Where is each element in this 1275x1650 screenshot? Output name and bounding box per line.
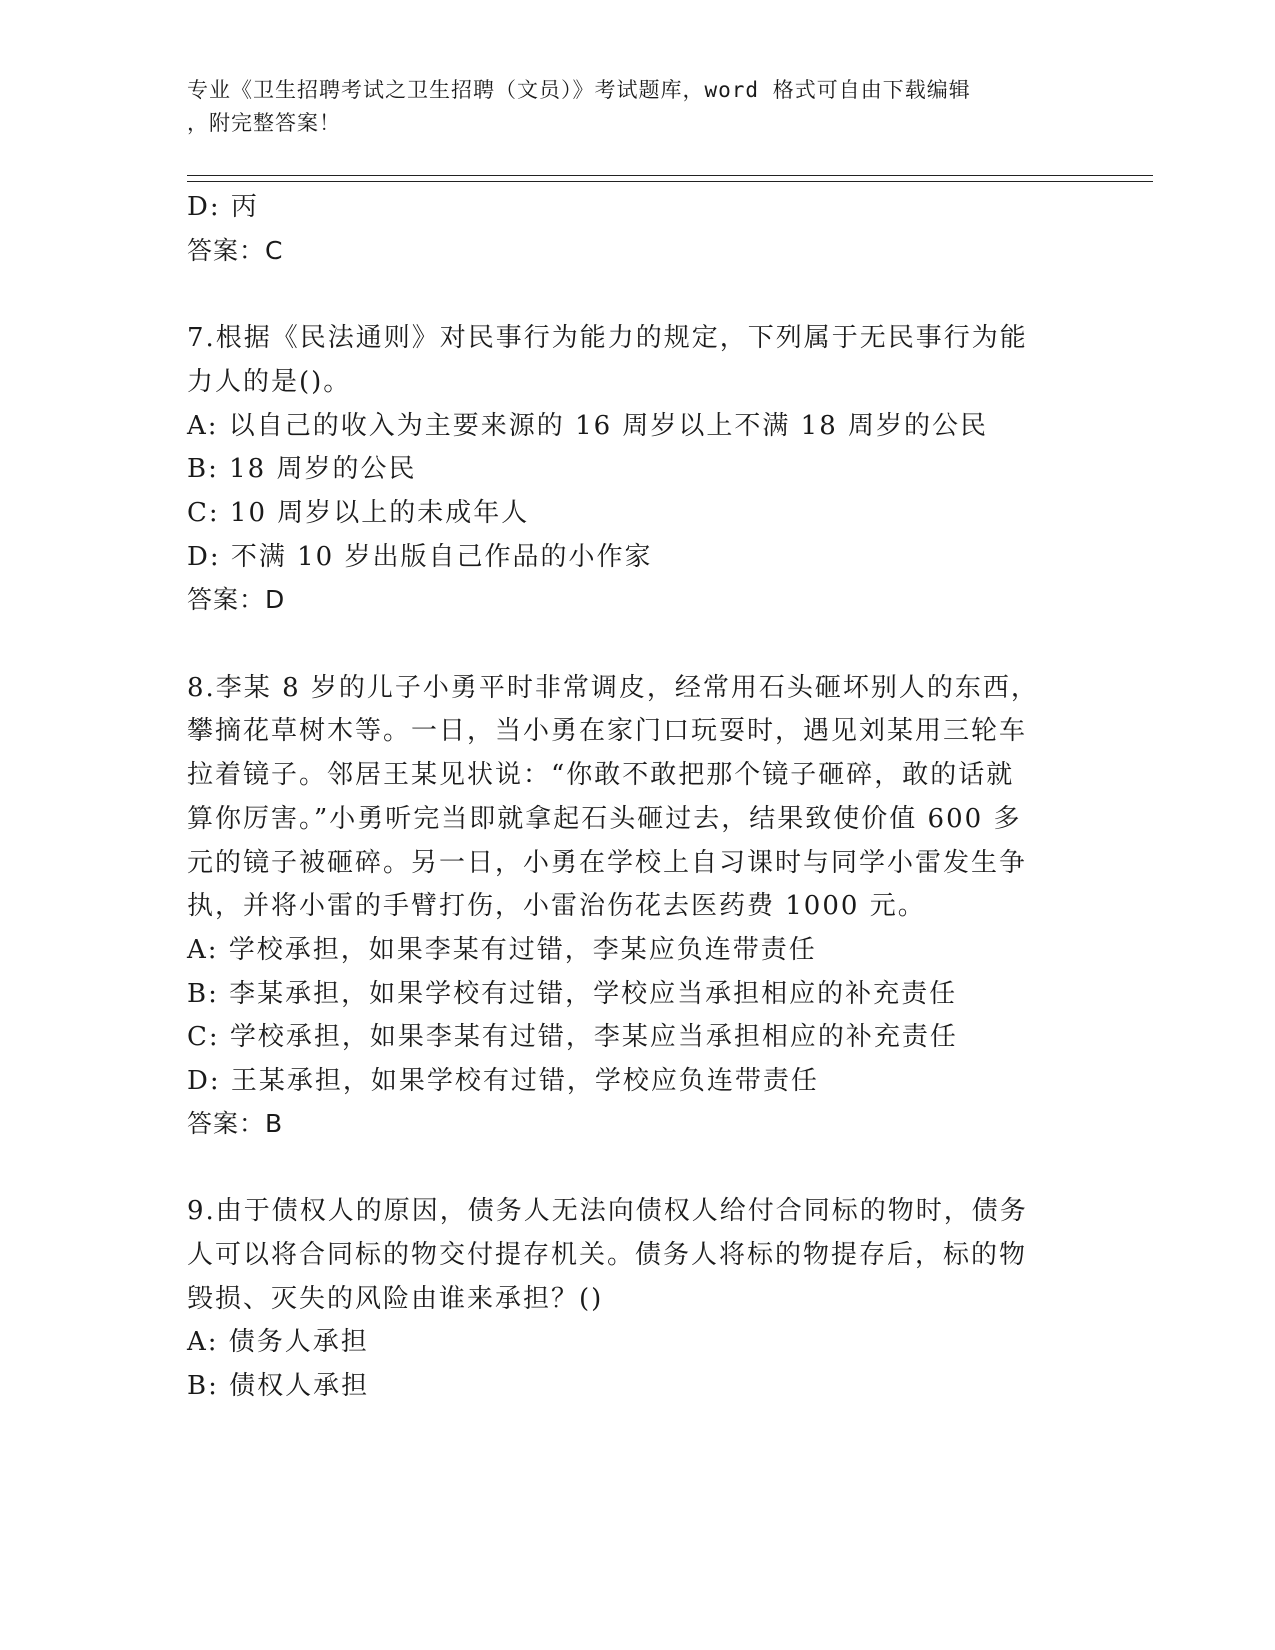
document-header [187, 74, 1067, 140]
q8-option-a: A: 学校承担，如果李某有过错，李某应负连带责任 [187, 935, 817, 965]
q9-stem-line-2: 人可以将合同标的物交付提存机关。债务人将标的物提存后，标的物 [187, 1240, 1028, 1270]
q9-stem-line-1: 9.由于债权人的原因，债务人无法向债权人给付合同标的物时，债务 [187, 1196, 1028, 1226]
prev-option-d: D: 丙 [187, 192, 259, 222]
q9-stem-line-3: 毁损、灭失的风险由谁来承担？() [187, 1284, 604, 1314]
q8-option-d: D: 王某承担，如果学校有过错，学校应负连带责任 [187, 1066, 819, 1096]
q7-stem-line-1: 7.根据《民法通则》对民事行为能力的规定，下列属于无民事行为能 [187, 323, 1028, 353]
q7-stem-line-2: 力人的是()。 [187, 367, 352, 397]
q8-stem-line-1: 8.李某 8 岁的儿子小勇平时非常调皮，经常用石头砸坏别人的东西， [187, 673, 1039, 703]
header-line-2: ，附完整答案！ [187, 111, 341, 135]
q8-stem-line-4: 算你厉害。”小勇听完当即就拿起石头砸过去，结果致使价值 600 多 [187, 804, 1022, 834]
q8-stem-line-2: 攀摘花草树木等。一日，当小勇在家门口玩耍时，遇见刘某用三轮车 [187, 716, 1028, 746]
prev-answer: 答案：C [187, 236, 284, 265]
header-divider-bottom [187, 181, 1153, 182]
header-line-1: 专业《卫生招聘考试之卫生招聘（文员）》考试题库，word 格式可自由下载编辑 [187, 78, 971, 102]
q8-answer: 答案：B [187, 1109, 284, 1138]
q7-option-d: D: 不满 10 岁出版自己作品的小作家 [187, 542, 653, 572]
q7-answer: 答案：D [187, 585, 286, 614]
q7-option-b: B: 18 周岁的公民 [187, 454, 417, 484]
q8-stem-line-6: 执，并将小雷的手臂打伤，小雷治伤花去医药费 1000 元。 [187, 891, 926, 921]
q9-option-a: A: 债务人承担 [187, 1327, 369, 1357]
q8-option-c: C: 学校承担，如果李某有过错，李某应当承担相应的补充责任 [187, 1022, 958, 1052]
q8-stem-line-5: 元的镜子被砸碎。另一日，小勇在学校上自习课时与同学小雷发生争 [187, 848, 1028, 878]
q9-option-b: B: 债权人承担 [187, 1371, 370, 1401]
q7-option-a: A: 以自己的收入为主要来源的 16 周岁以上不满 18 周岁的公民 [187, 411, 989, 441]
q7-option-c: C: 10 周岁以上的未成年人 [187, 498, 530, 528]
q8-stem-line-3: 拉着镜子。邻居王某见状说：“你敢不敢把那个镜子砸碎，敢的话就 [187, 760, 1015, 790]
header-divider-top [187, 175, 1153, 176]
q8-option-b: B: 李某承担，如果学校有过错，学校应当承担相应的补充责任 [187, 979, 958, 1009]
